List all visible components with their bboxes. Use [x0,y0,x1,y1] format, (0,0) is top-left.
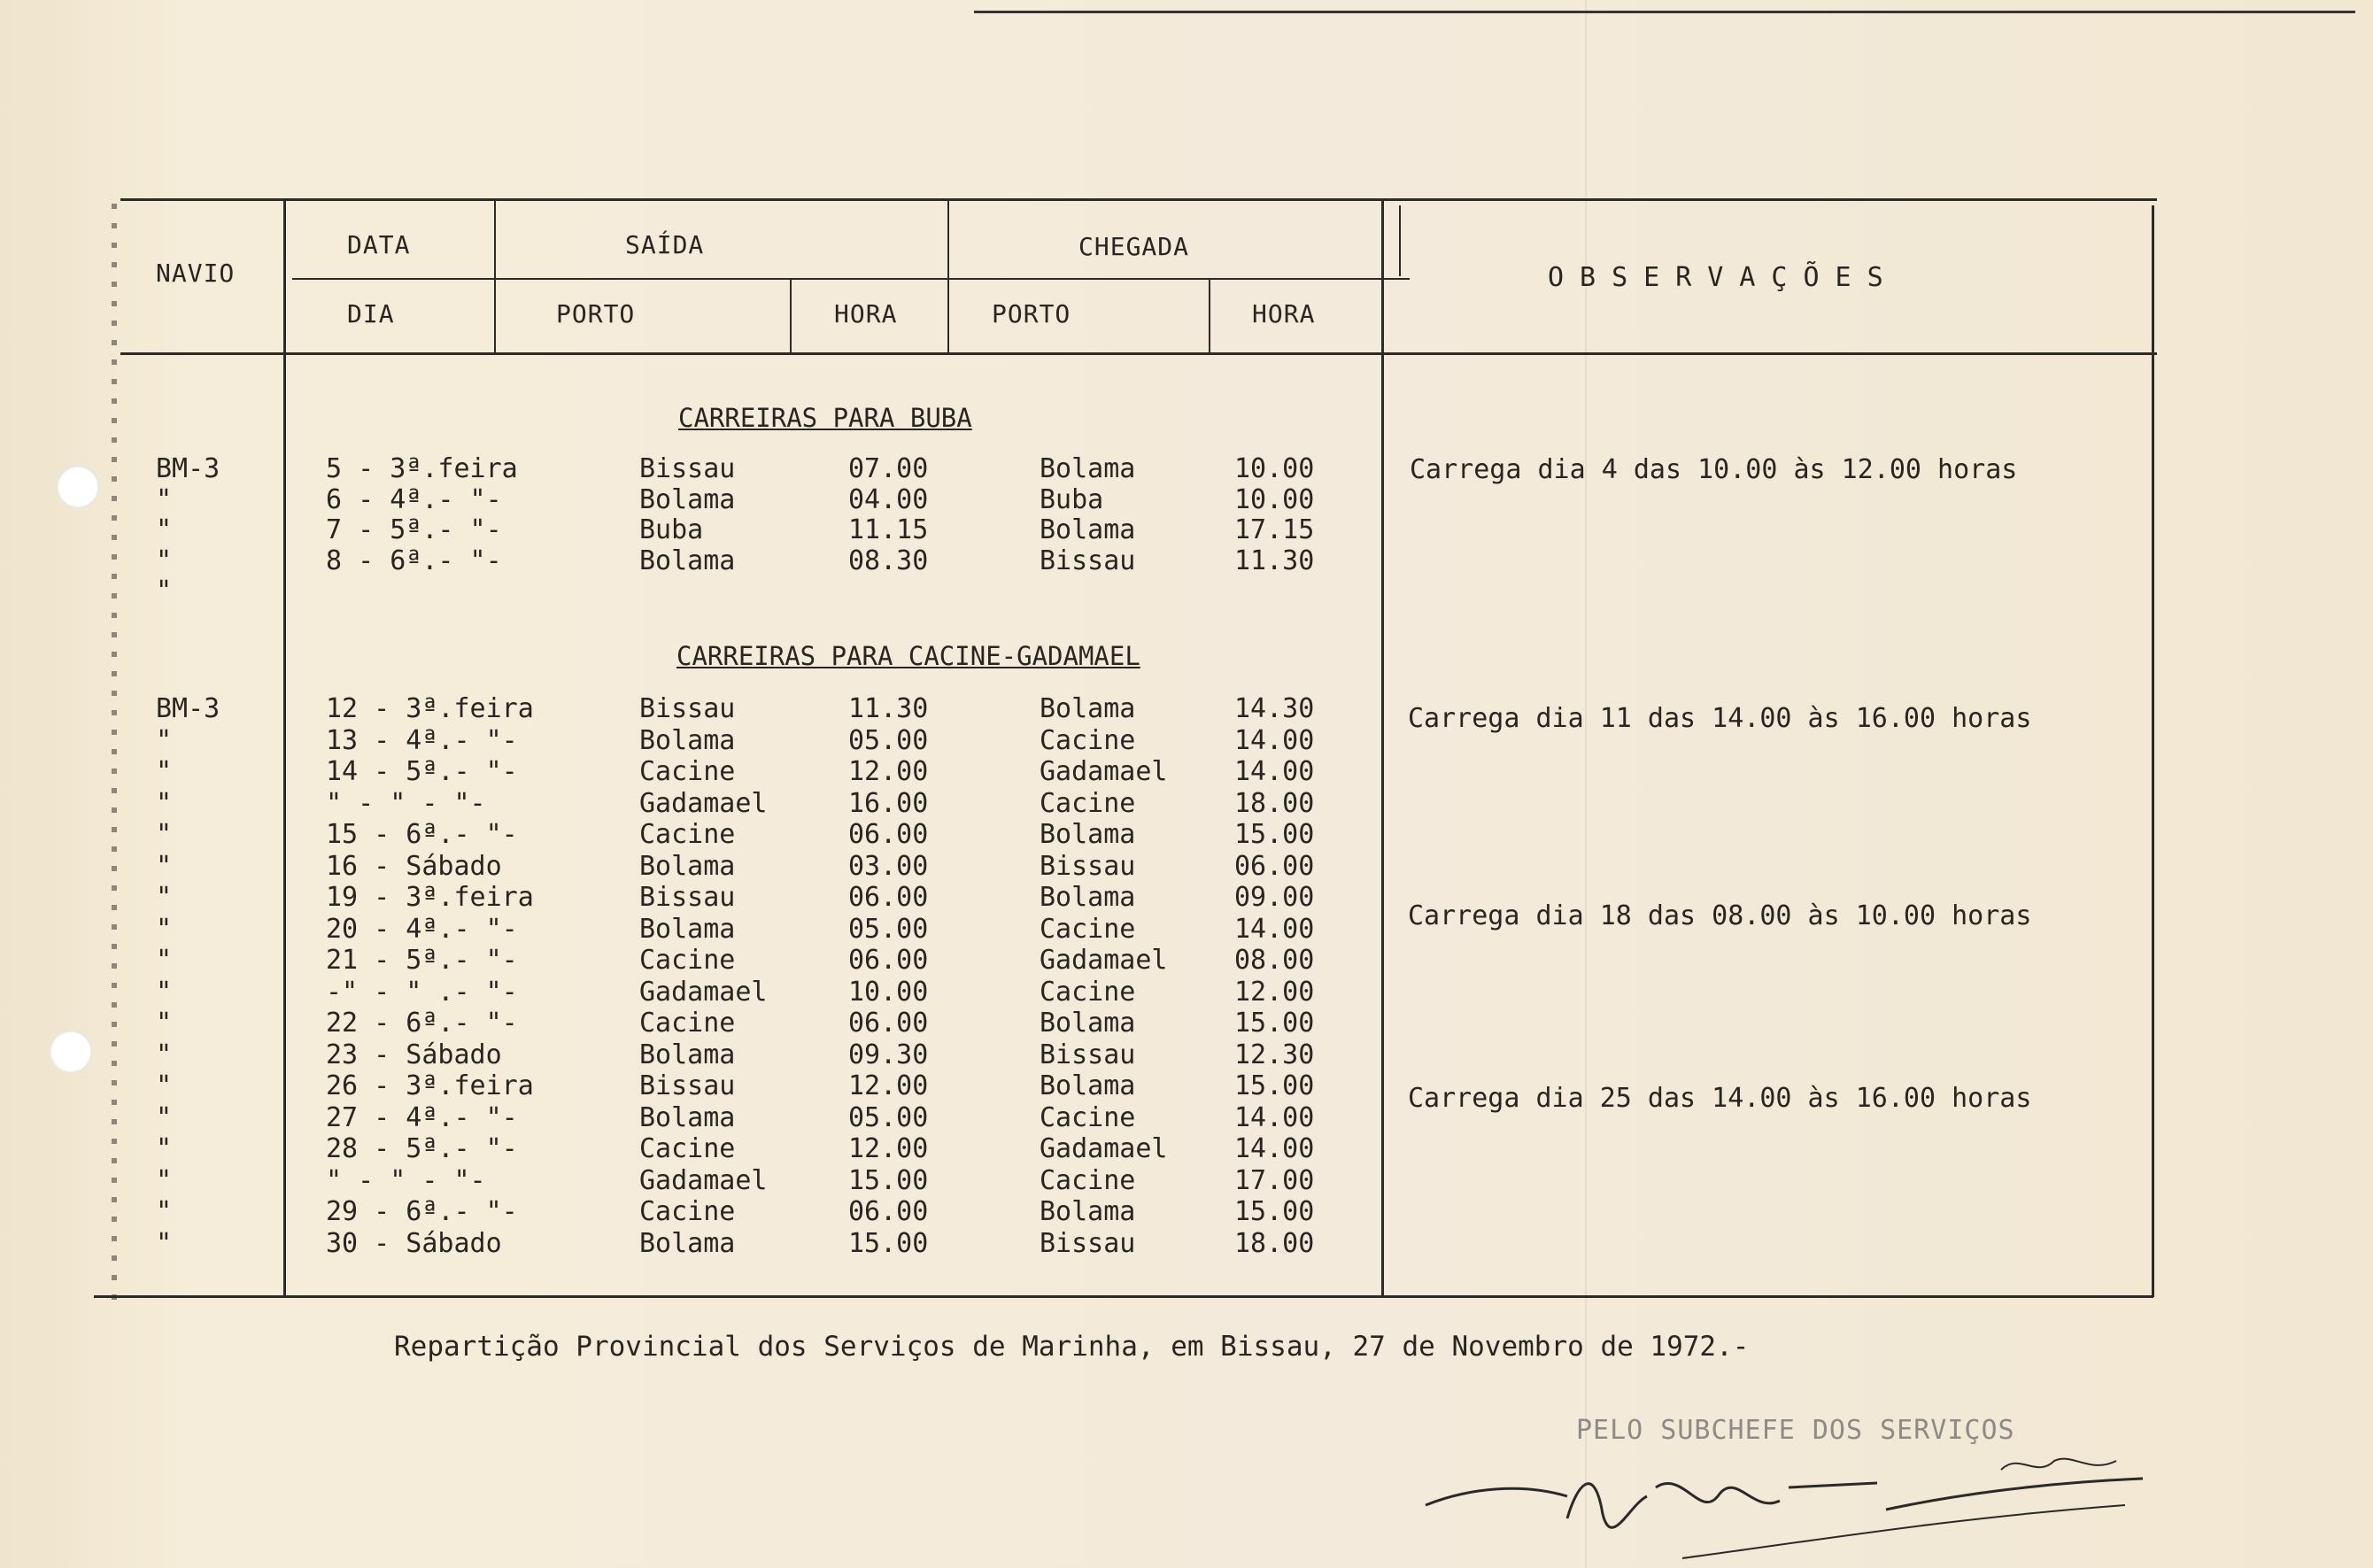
cell-porto-saida: Bissau [639,882,736,913]
cell-hora-chegada: 10.00 [1234,484,1315,515]
cell-hora-saida: 03.00 [848,851,929,882]
cell-hora-chegada: 14.00 [1234,1102,1315,1133]
cell-porto-saida: Bolama [639,1102,736,1133]
cell-navio: " [156,756,173,787]
col-border-data [494,198,496,354]
cell-hora-saida: 05.00 [848,1102,929,1133]
cell-navio: " [156,914,173,945]
header-observacoes: OBSERVAÇÕES [1548,262,1899,293]
punch-hole-top [57,466,99,508]
cell-porto-chegada: Bolama [1040,1070,1136,1101]
cell-dia: 20 - 4ª.- "- [326,914,518,945]
cell-porto-saida: Bolama [639,725,736,756]
cell-hora-saida: 10.00 [848,977,929,1008]
cell-hora-chegada: 12.30 [1234,1039,1315,1070]
cell-porto-chegada: Cacine [1040,788,1136,819]
handwritten-signature [1417,1434,2214,1567]
cell-navio: " [156,945,173,976]
cell-dia: 15 - 6ª.- "- [326,819,518,850]
cell-porto-chegada: Cacine [1040,1102,1136,1133]
cell-navio: " [156,1196,173,1227]
table-bottom-border [94,1295,2153,1298]
cell-hora-chegada: 15.00 [1234,1008,1315,1039]
cell-porto-saida: Bissau [639,1070,736,1101]
cell-navio: " [156,1102,173,1133]
cell-hora-saida: 06.00 [848,819,929,850]
cell-dia: 27 - 4ª.- "- [326,1102,518,1133]
cell-dia: 14 - 5ª.- "- [326,756,518,787]
cell-dia: " - " - "- [326,788,486,819]
cell-navio: " [156,819,173,850]
section-title-cacine-gadamael: CARREIRAS PARA CACINE-GADAMAEL [676,641,1140,671]
cell-porto-chegada: Bissau [1040,1228,1136,1259]
header-hora-chegada: HORA [1252,299,1316,328]
cell-hora-saida: 06.00 [848,1196,929,1227]
cell-hora-saida: 16.00 [848,788,929,819]
cell-porto-saida: Bissau [639,693,736,724]
cell-navio: " [156,788,173,819]
cell-navio: " [156,484,173,515]
cell-navio: " [156,1039,173,1070]
cell-porto-chegada: Buba [1040,484,1104,515]
cell-porto-saida: Bolama [639,851,736,882]
cell-dia: 12 - 3ª.feira [326,693,534,724]
cell-hora-saida: 06.00 [848,945,929,976]
cell-hora-saida: 08.30 [848,545,929,576]
cell-dia: 5 - 3ª.feira [326,453,518,484]
cell-hora-chegada: 10.00 [1234,453,1315,484]
cell-navio: " [156,1133,173,1164]
official-stamp: PELO SUBCHEFE DOS SERVIÇOS [1576,1415,2015,1446]
cell-porto-chegada: Gadamael [1040,945,1168,976]
observation-note: Carrega dia 25 das 14.00 às 16.00 horas [1408,1083,2032,1114]
cell-hora-saida: 06.00 [848,1008,929,1039]
cell-dia: 30 - Sábado [326,1228,502,1259]
cell-porto-chegada: Bissau [1040,851,1136,882]
cell-hora-saida: 15.00 [848,1228,929,1259]
header-dia: DIA [347,299,395,328]
cell-porto-chegada: Cacine [1040,977,1136,1008]
cell-dia: 8 - 6ª.- "- [326,545,502,576]
cell-hora-saida: 09.30 [848,1039,929,1070]
cell-porto-saida: Gadamael [639,1165,768,1196]
cell-navio: " [156,882,173,913]
header-porto-saida: PORTO [556,299,636,328]
cell-porto-saida: Cacine [639,945,736,976]
cell-hora-saida: 15.00 [848,1165,929,1196]
cell-porto-saida: Cacine [639,1133,736,1164]
cell-hora-chegada: 15.00 [1234,819,1315,850]
cell-porto-saida: Cacine [639,756,736,787]
cell-dia: 21 - 5ª.- "- [326,945,518,976]
cell-dia: 22 - 6ª.- "- [326,1008,518,1039]
cell-navio: " [156,725,173,756]
col-border-obs [1399,205,1401,276]
cell-navio: " [156,575,173,606]
table-right-border [2152,205,2154,1297]
table-top-border [120,198,2157,201]
cell-hora-saida: 07.00 [848,453,929,484]
cell-dia: 7 - 5ª.- "- [326,514,502,545]
col-border-saida [947,198,949,354]
cell-porto-chegada: Cacine [1040,725,1136,756]
cell-porto-saida: Bolama [639,1039,736,1070]
table-header-midline [292,278,1410,280]
top-edge-line [974,11,2355,13]
cell-porto-chegada: Bissau [1040,545,1136,576]
cell-porto-chegada: Gadamael [1040,1133,1168,1164]
col-border-navio [283,198,286,1296]
cell-hora-saida: 12.00 [848,1070,929,1101]
cell-hora-saida: 12.00 [848,756,929,787]
cell-dia: 6 - 4ª.- "- [326,484,502,515]
cell-porto-chegada: Bolama [1040,453,1136,484]
cell-porto-chegada: Bolama [1040,514,1136,545]
cell-dia: 29 - 6ª.- "- [326,1196,518,1227]
cell-hora-chegada: 12.00 [1234,977,1315,1008]
cell-hora-chegada: 17.00 [1234,1165,1315,1196]
cell-porto-saida: Gadamael [639,788,768,819]
cell-hora-saida: 06.00 [848,882,929,913]
cell-hora-chegada: 06.00 [1234,851,1315,882]
cell-hora-chegada: 09.00 [1234,882,1315,913]
cell-hora-chegada: 17.15 [1234,514,1315,545]
cell-porto-chegada: Bolama [1040,693,1136,724]
cell-navio: " [156,514,173,545]
footer-text: Repartição Provincial dos Serviços de Marinha, em Bissau, 27 de Novembro de 1972.- [394,1331,1750,1363]
cell-dia: -" - " .- "- [326,977,518,1008]
header-saida: SAÍDA [625,230,705,259]
cell-porto-chegada: Bolama [1040,819,1136,850]
cell-hora-chegada: 14.00 [1234,725,1315,756]
cell-hora-chegada: 15.00 [1234,1070,1315,1101]
header-navio: NAVIO [156,259,236,288]
cell-hora-chegada: 14.00 [1234,756,1315,787]
cell-porto-saida: Gadamael [639,977,768,1008]
observation-note: Carrega dia 11 das 14.00 às 16.00 horas [1408,703,2032,734]
cell-hora-chegada: 11.30 [1234,545,1315,576]
cell-navio: " [156,851,173,882]
header-chegada: CHEGADA [1078,232,1190,261]
cell-navio: BM-3 [156,453,220,484]
cell-navio: " [156,1165,173,1196]
cell-dia: 23 - Sábado [326,1039,502,1070]
binding-edge [112,204,117,1310]
cell-dia: 26 - 3ª.feira [326,1070,534,1101]
header-porto-chegada: PORTO [992,299,1071,328]
cell-hora-saida: 11.15 [848,514,929,545]
cell-dia: 16 - Sábado [326,851,502,882]
col-border-chegada-hora [1209,280,1210,354]
cell-navio: " [156,545,173,576]
cell-navio: " [156,1070,173,1101]
section-title-buba: CARREIRAS PARA BUBA [678,403,972,433]
cell-hora-saida: 04.00 [848,484,929,515]
cell-porto-chegada: Bolama [1040,882,1136,913]
cell-porto-saida: Bolama [639,484,736,515]
cell-hora-chegada: 14.00 [1234,914,1315,945]
cell-navio: " [156,977,173,1008]
cell-hora-chegada: 14.30 [1234,693,1315,724]
cell-navio: BM-3 [156,693,220,724]
observation-note: Carrega dia 18 das 08.00 às 10.00 horas [1408,900,2032,931]
cell-porto-saida: Bissau [639,453,736,484]
cell-hora-saida: 12.00 [848,1133,929,1164]
cell-hora-saida: 05.00 [848,725,929,756]
cell-hora-chegada: 08.00 [1234,945,1315,976]
cell-porto-saida: Bolama [639,914,736,945]
cell-dia: 19 - 3ª.feira [326,882,534,913]
cell-porto-chegada: Bolama [1040,1196,1136,1227]
cell-dia: " - " - "- [326,1165,486,1196]
header-hora-saida: HORA [834,299,898,328]
cell-porto-saida: Cacine [639,1008,736,1039]
cell-porto-chegada: Cacine [1040,914,1136,945]
cell-porto-chegada: Bissau [1040,1039,1136,1070]
header-data: DATA [347,230,411,259]
table-header-bottom [120,352,2157,355]
cell-porto-chegada: Bolama [1040,1008,1136,1039]
col-border-saida-hora [790,280,792,354]
cell-dia: 13 - 4ª.- "- [326,725,518,756]
cell-hora-chegada: 15.00 [1234,1196,1315,1227]
cell-porto-saida: Cacine [639,819,736,850]
cell-hora-chegada: 18.00 [1234,788,1315,819]
cell-navio: " [156,1008,173,1039]
punch-hole-bottom [50,1031,92,1073]
cell-porto-chegada: Cacine [1040,1165,1136,1196]
cell-navio: " [156,1228,173,1259]
cell-porto-chegada: Gadamael [1040,756,1168,787]
cell-porto-saida: Bolama [639,545,736,576]
cell-hora-chegada: 18.00 [1234,1228,1315,1259]
cell-hora-chegada: 14.00 [1234,1133,1315,1164]
cell-porto-saida: Bolama [639,1228,736,1259]
cell-porto-saida: Cacine [639,1196,736,1227]
cell-hora-saida: 11.30 [848,693,929,724]
observation-note: Carrega dia 4 das 10.00 às 12.00 horas [1410,454,2018,485]
cell-porto-saida: Buba [639,514,704,545]
col-border-chegada [1381,198,1384,1296]
cell-hora-saida: 05.00 [848,914,929,945]
cell-dia: 28 - 5ª.- "- [326,1133,518,1164]
